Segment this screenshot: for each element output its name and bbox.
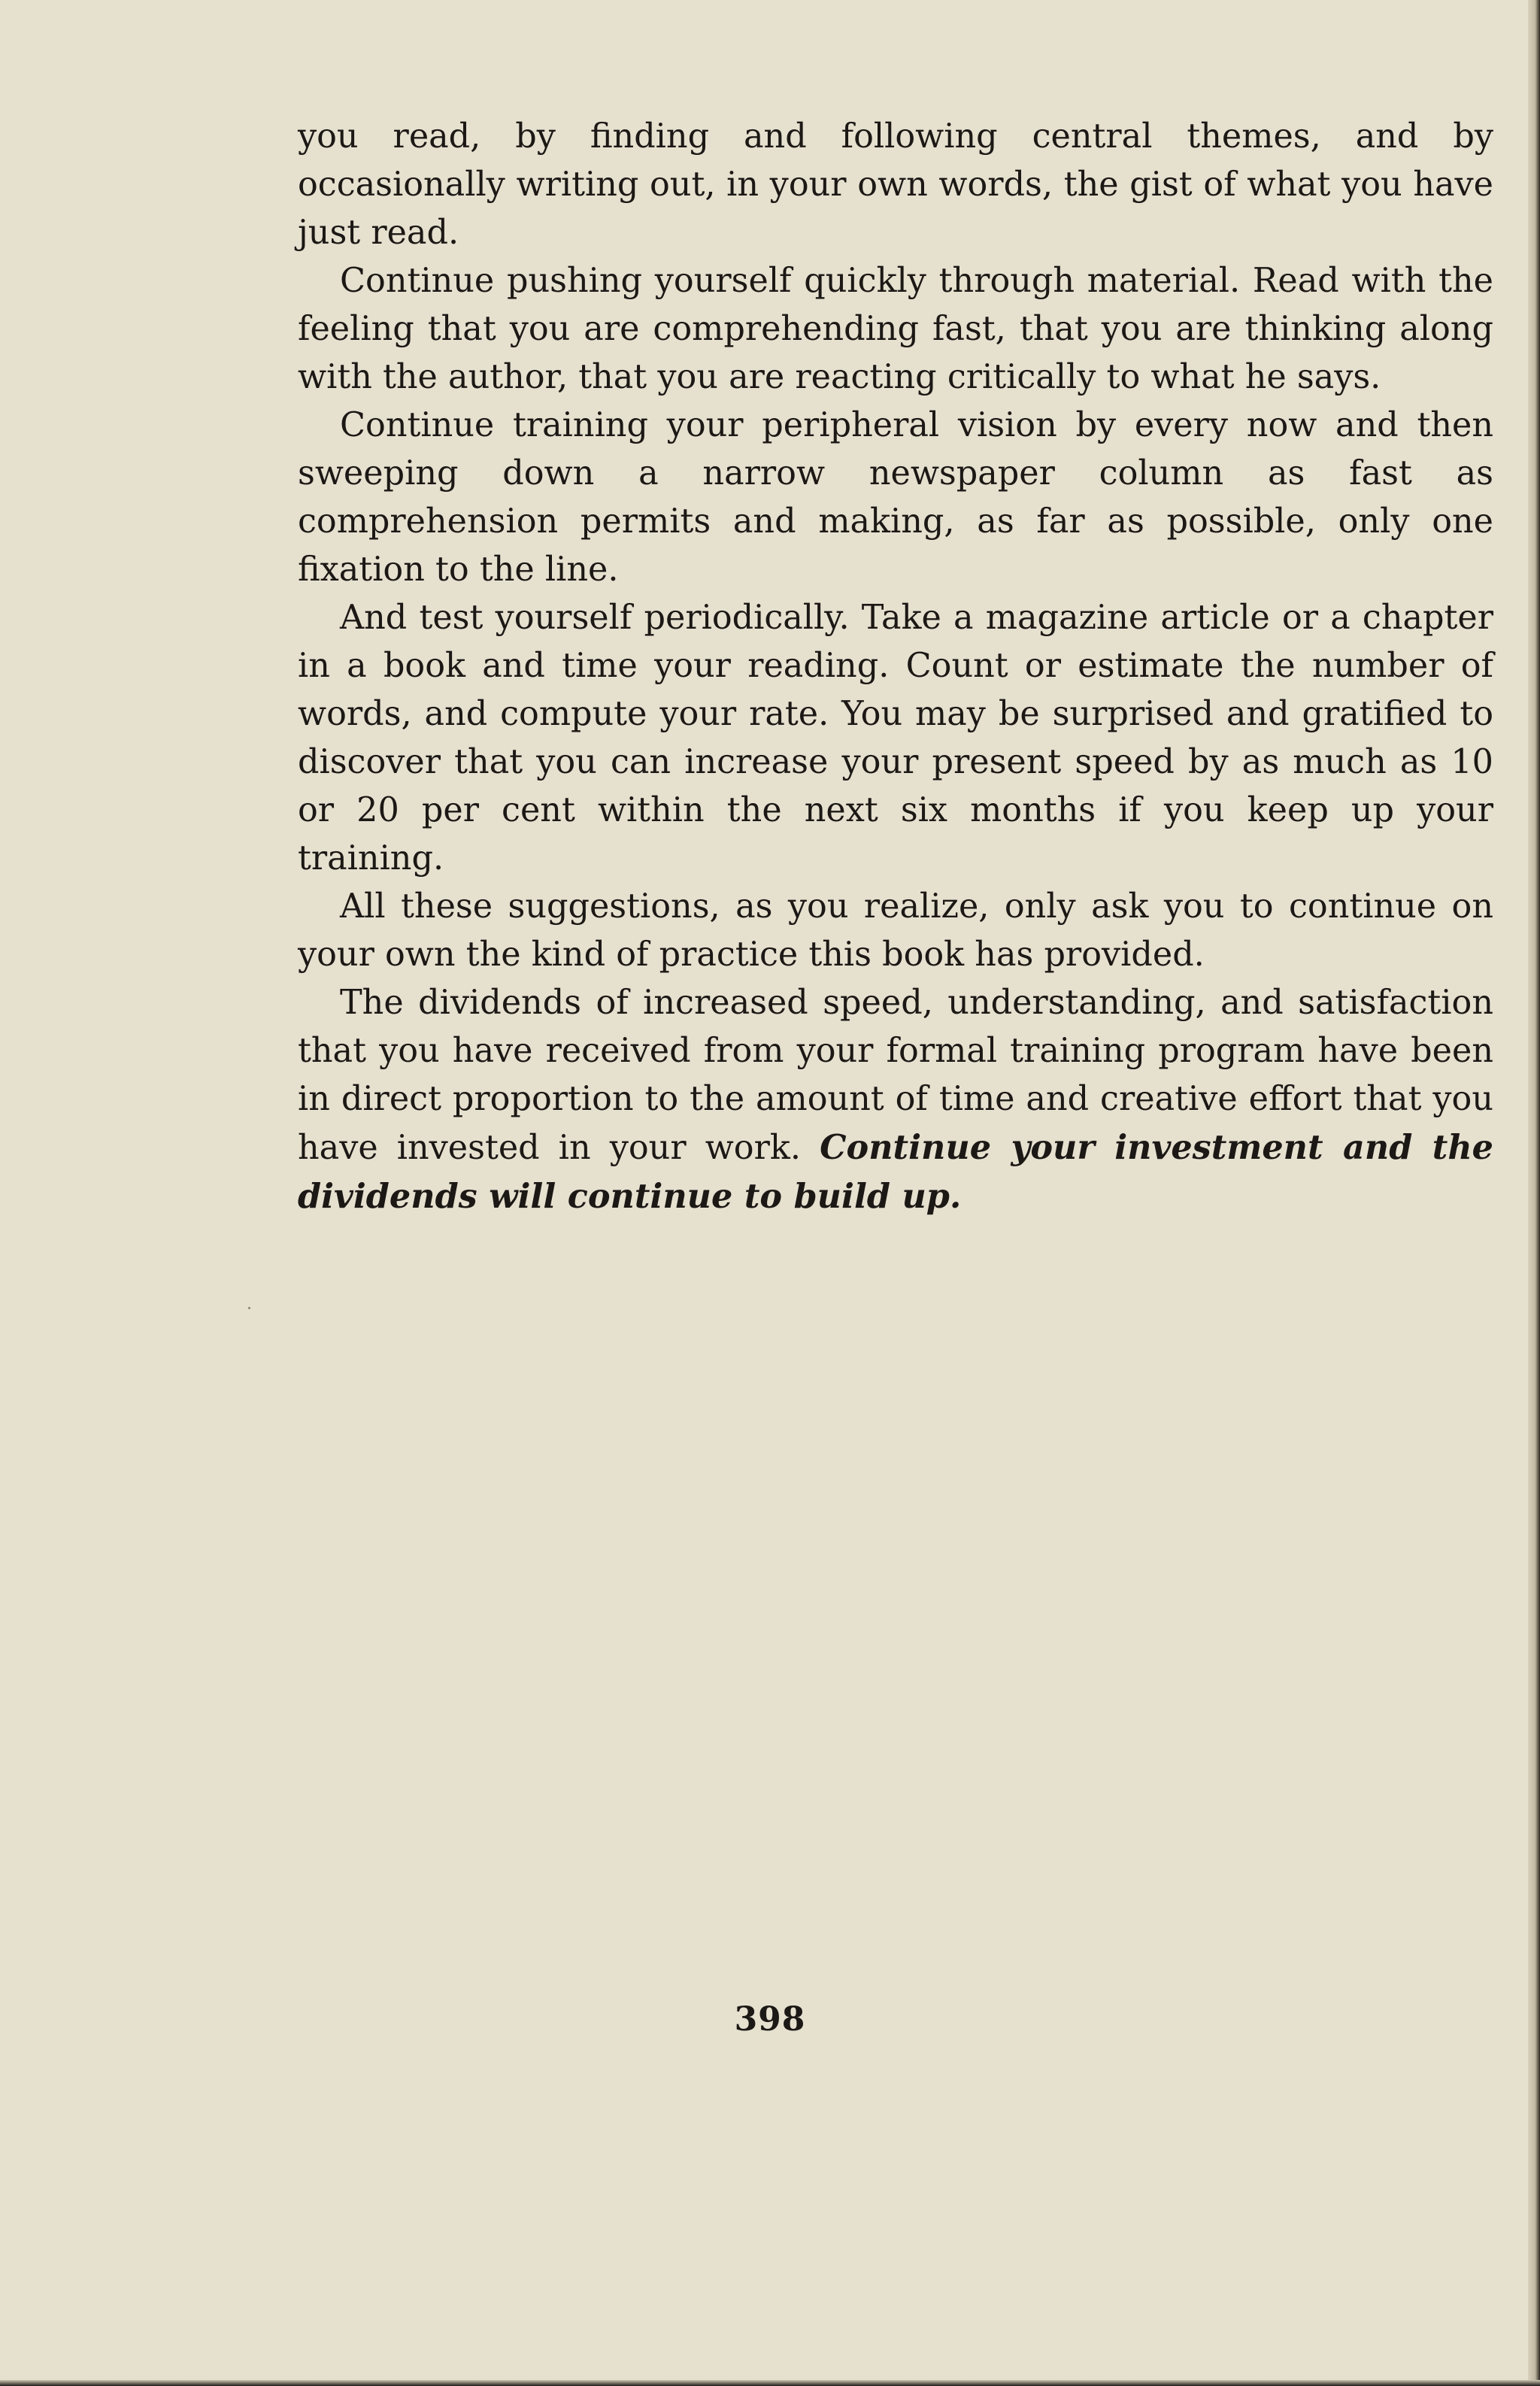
page-edge-right [1528,0,1540,2386]
paragraph-dividends [298,979,1493,1221]
paragraph-continued: you read, by finding and following central themes, and by occasionally writing out, in your own words, the gist of what you have just read. [298,117,1493,252]
page-edge-bottom [0,2380,1540,2386]
paragraph-pushing-through-material: Continue pushing yourself quickly through material. Read with the feeling that you are comprehending fast, that you are thinking along with the author, that you are reacting critically to what he says. [298,262,1493,396]
page-number: 398 [734,2000,806,2039]
dividends-text: The dividends of increased speed, understanding, and satisfaction that you have received from your formal training program have been in direct proportion to the amount of time and creative effort that you have invested in your work. [298,984,1493,1167]
paragraph-test-yourself: And test yourself periodically. Take a magazine article or a chapter in a book and time your reading. Count or estimate the number of words, and compute your rate. You may be surprised and gratified to discover that you can increase your present speed by as much as 10 or 20 per cent within the next six months if you keep up your training. [298,599,1493,878]
paragraph-peripheral-vision: Continue training your peripheral vision by every now and then sweeping down a narrow newspaper column as fast as comprehension permits and making, as far as possible, only one fixation to the line. [298,406,1493,589]
paragraph-suggestions: All these suggestions, as you realize, only ask you to continue on your own the kind of practice this book has provided. [298,887,1493,974]
body-text [298,113,1493,1221]
paper-speck [248,1307,250,1309]
dividends-emphasis: Continue your investment and the dividends will continue to build up. [298,1128,1493,1216]
